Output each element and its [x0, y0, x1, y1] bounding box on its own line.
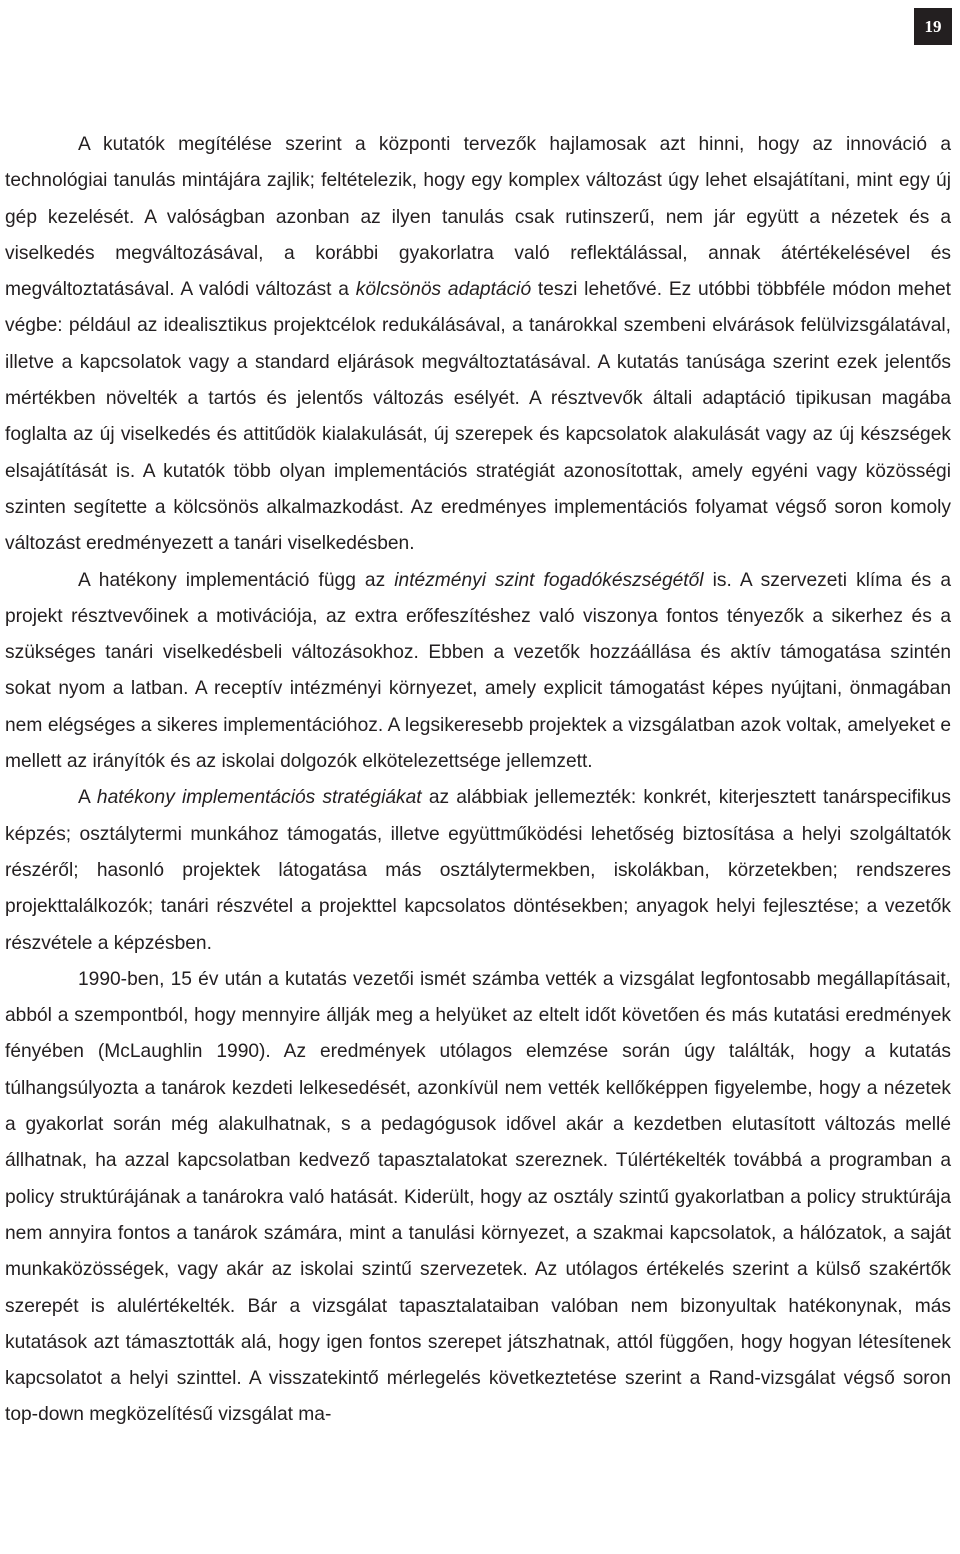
text-run: az alábbiak jellemezték: konkrét, kiterjesztett tanárspecifikus képzés; osztálytermi munkához támogatás, illetve együttműködési lehetőség biztosítása a helyi szolgáltatók részéről; hasonló projektek látogatása más osztálytermekben, iskolákban, körzetekben; rendszeres projekttalálkozók; tanári részvétel a projekttel kapcsolatos döntésekben; anyagok helyi fejlesztése; a vezetők részvétele a képzésben. — [5, 787, 951, 954]
page-number: 19 — [914, 8, 952, 45]
paragraph — [5, 780, 951, 961]
body-text — [5, 127, 951, 1434]
italic-run: hatékony implementációs stratégiákat — [96, 787, 422, 809]
paragraph — [5, 563, 951, 781]
italic-run: intézményi szint fogadókészségétől — [394, 569, 704, 591]
text-run: is. A szervezeti klíma és a projekt résztvevőinek a motivációja, az extra erőfeszítéshez való viszonya fontos tényezők a sikerhez és a szükséges tanári viselkedésbeli változásokhoz. Ebben a vezetők hozzáállása és aktív támogatása szintén sokat nyom a latban. A receptív intézményi környezet, amely explicit támogatást képes nyújtani, önmagában nem elégséges a sikeres implementációhoz. A legsikeresebb projektek a vizsgálatban azok voltak, amelyeket e mellett az irányítók és az iskolai dolgozók elkötelezettsége jellemzett. — [5, 569, 951, 773]
text-run: A — [78, 787, 97, 809]
text-run: 1990-ben, 15 év után a kutatás vezetői ismét számba vették a vizsgálat legfontosabb megállapításait, abból a szempontból, hogy mennyire állják meg a helyüket az eltelt időt követően és más kutatási eredmények fényében (McLaughlin 1990). Az eredmények utólagos elemzése során úgy találták, hogy a kutatás túlhangsúlyozta a tanárok kezdeti lelkesedését, azonkívül nem vették kellőképpen figyelembe, hogy a nézetek a gyakorlat során még alakulhatnak, s a pedagógusok idővel akár a kezdetben elutasított változás mellé állhatnak, ha azzal kapcsolatban kedvező tapasztalatokat szereznek. Túlértékelték továbbá a programban a policy struktúrájának a tanárokra való hatását. Kiderült, hogy az osztály szintű gyakorlatban a policy struktúrája nem annyira fontos a tanárok számára, mint a tanulási környezet, a szakmai kapcsolatok, a hálózatok, a saját munkaközösségek, vagy akár az iskolai szintű szervezetek. Az utólagos értékelés szerint a külső szakértők szerepét is alulértékelték. Bár a vizsgálat tapasztalataiban valóban nem bizonyultak hatékonynak, más kutatások azt támasztották alá, hogy igen fontos szerepet játszhatnak, attól függően, hogy hogyan létesítenek kapcsolatot a helyi szinttel. A visszatekintő mérlegelés következtetése szerint a Rand-vizsgálat végső soron top-down megközelítésű vizsgálat ma- — [5, 968, 951, 1426]
text-run: A kutatók megítélése szerint a központi tervezők hajlamosak azt hinni, hogy az innováció a technológiai tanulás mintájára zajlik; feltételezik, hogy egy komplex változást úgy lehet elsajátítani, mint egy új gép kezelését. A valóságban azonban az ilyen tanulás csak rutinszerű, nem jár együtt a nézetek és a viselkedés megváltozásával, a korábbi gyakorlatra való reflektálással, annak átértékelésével és megváltoztatásával. A valódi változást a — [5, 134, 951, 301]
paragraph — [5, 962, 951, 1434]
paragraph — [5, 127, 951, 563]
text-run: A hatékony implementáció függ az — [78, 569, 395, 591]
italic-run: kölcsönös adaptáció — [355, 279, 532, 301]
text-run: teszi lehetővé. Ez utóbbi többféle módon mehet végbe: például az idealisztikus projektcélok redukálásával, a tanárokkal szembeni elvárások felülvizsgálatával, illetve a kapcsolatok vagy a standard eljárások megváltoztatásával. A kutatás tanúsága szerint ezek jelentős mértékben növelték a tartós és jelentős változás esélyét. A résztvevők általi adaptáció tipikusan magába foglalta az új viselkedés és attitűdök kialakulását, új szerepek és kapcsolatok alakulását vagy az új készségek elsajátítását is. A kutatók több olyan implementációs stratégiát azonosítottak, amely egyéni vagy közösségi szinten segítette a kölcsönös alkalmazkodást. Az eredményes implementációs folyamat végső soron komoly változást eredményezett a tanári viselkedésben. — [5, 279, 951, 555]
